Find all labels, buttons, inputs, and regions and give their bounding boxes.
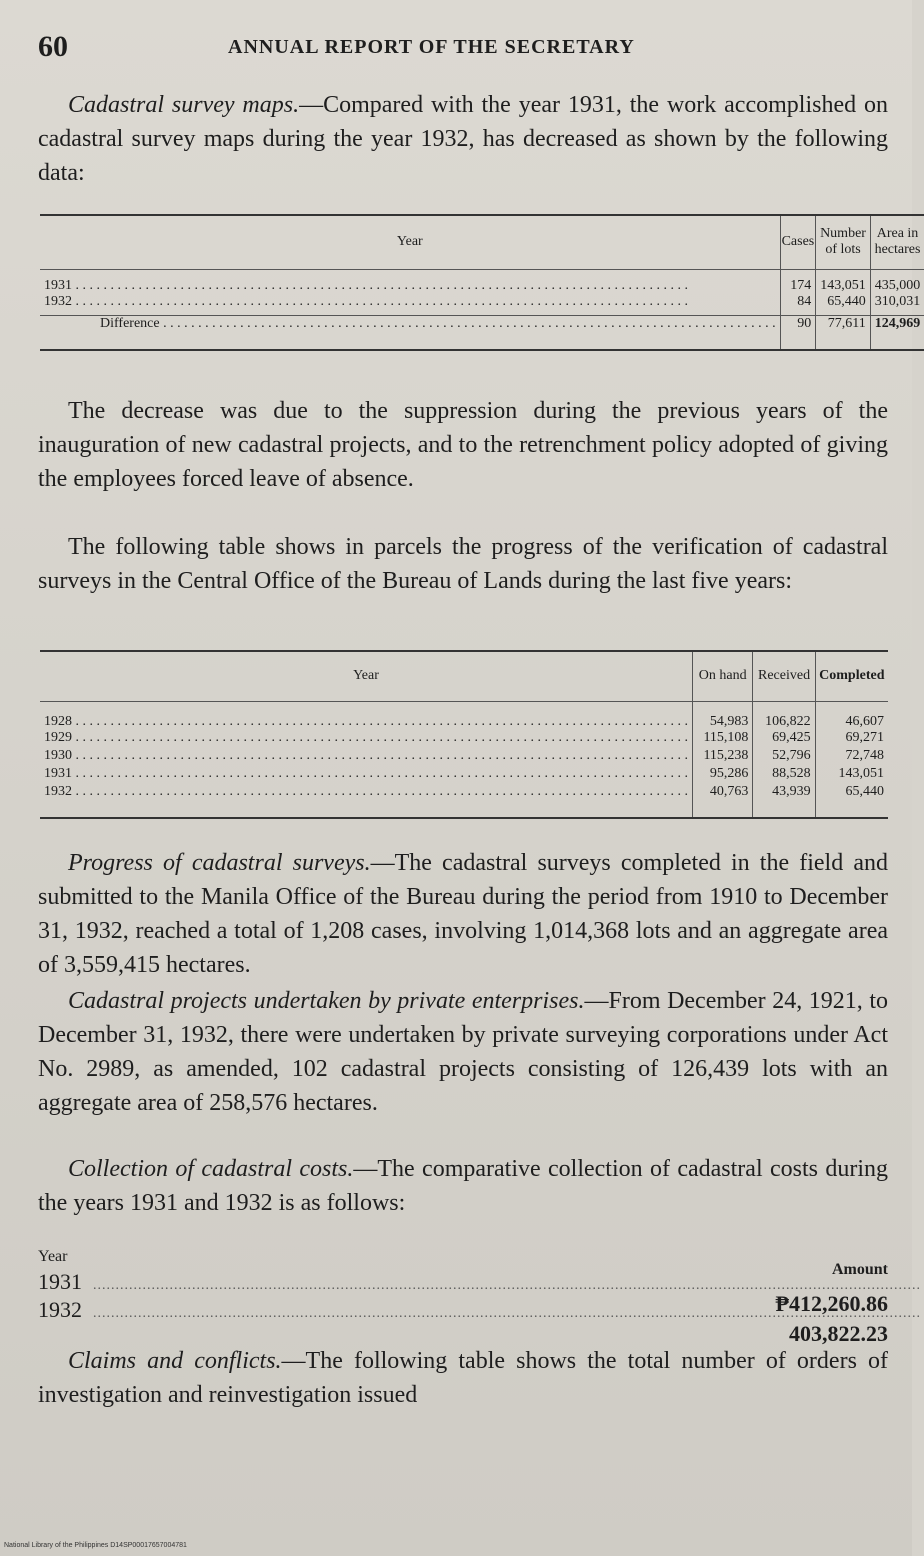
cell-lots: 143,051	[816, 269, 871, 294]
cell-lots: 65,440	[816, 294, 871, 316]
table-row	[40, 269, 924, 294]
table-row-difference	[40, 316, 924, 350]
paragraph-claims	[38, 1344, 888, 1412]
row-year: 1931 . . .	[44, 278, 776, 294]
cell-on-hand: 115,238	[693, 748, 753, 766]
cost-year-label: Year	[38, 1248, 68, 1265]
paragraph-lead: Cadastral projects undertaken by private enterprises.	[68, 988, 585, 1014]
cell-area: 435,000	[870, 269, 924, 294]
cell-received: 106,822	[753, 701, 815, 730]
paragraph-lead: Progress of cadastral surveys.	[68, 850, 371, 876]
cell-received: 88,528	[753, 766, 815, 784]
paragraph-text: —From December 24, 1921, to December 31, 1932, there were undertaken by private surveying corporations under Act No. 2989, as amended, 102 cadastral projects consisting of 126,439 lots with an aggregate area of 258,576 hectares.	[38, 988, 889, 1116]
table-survey-maps	[40, 214, 924, 351]
row-year: 1931 . . .	[44, 766, 688, 782]
paragraph-text: —The following table shows the total number of orders of investigation and reinvestigation issued	[38, 1348, 888, 1408]
cost-year: 1931	[38, 1269, 82, 1294]
cell-cases: 90	[780, 316, 816, 350]
cell-on-hand: 95,286	[693, 766, 753, 784]
paragraph-private-enterprises	[38, 984, 888, 1120]
paragraph-progress	[38, 846, 888, 982]
cost-year: 1932	[38, 1297, 82, 1322]
column-header-cases: Cases	[780, 215, 816, 269]
column-header-completed: Completed	[815, 651, 888, 701]
row-year: 1930 . . .	[44, 748, 688, 764]
paragraph-decrease	[38, 394, 888, 496]
table-row	[40, 748, 888, 766]
paragraph-text: —Compared with the year 1931, the work accomplished on cadastral survey maps during the year 1932, has decreased as shown by the following data:	[38, 92, 888, 186]
column-header-on-hand: On hand	[693, 651, 753, 701]
table-row	[40, 294, 924, 316]
cell-received: 69,425	[753, 730, 815, 748]
library-footer-note: National Library of the Philippines D14SP00017657004781	[4, 1542, 187, 1549]
table-row	[40, 701, 888, 730]
paragraph-text: The decrease was due to the suppression during the previous years of the inauguration of new cadastral projects, and to the retrenchment policy adopted of giving the employees forced leave of absence.	[38, 398, 888, 492]
cell-cases: 174	[780, 269, 816, 294]
row-year: 1929 . . .	[44, 730, 688, 746]
paragraph-text: The following table shows in parcels the progress of the verification of cadastral surveys in the Central Office of the Bureau of Lands during the last five years:	[38, 534, 888, 594]
cell-on-hand: 54,983	[693, 701, 753, 730]
column-header-year: Year	[40, 215, 780, 269]
column-header-year: Year	[40, 651, 693, 701]
cell-received: 43,939	[753, 784, 815, 818]
paragraph-lead: Collection of cadastral costs.	[68, 1156, 354, 1182]
table-row	[40, 784, 888, 818]
cost-list	[38, 1246, 888, 1352]
cell-area: 310,031	[870, 294, 924, 316]
paragraph-lead: Cadastral survey maps.	[68, 92, 300, 118]
paragraph-lead: Claims and conflicts.	[68, 1348, 282, 1374]
cell-completed: 69,271	[815, 730, 888, 748]
paragraph-cadastral-survey-maps	[38, 88, 888, 190]
row-year: 1932 . . .	[44, 294, 776, 310]
cost-amount: ₱412,260.86	[775, 1291, 888, 1316]
table-row	[40, 730, 888, 748]
cell-area: 124,969	[870, 316, 924, 350]
cell-completed: 72,748	[815, 748, 888, 766]
row-year: 1928 . . .	[44, 714, 688, 730]
paragraph-text: —The cadastral surveys completed in the field and submitted to the Manila Office of the Bureau during the period from 1910 to December 31, 1932, reached a total of 1,208 cases, involving 1,014,368 lots and an aggregate area of 3,559,415 hectares.	[38, 850, 888, 978]
cell-completed: 46,607	[815, 701, 888, 730]
cell-lots: 77,611	[816, 316, 871, 350]
cell-completed: 65,440	[815, 784, 888, 818]
paragraph-text: —The comparative collection of cadastral costs during the years 1931 and 1932 is as follows:	[38, 1156, 888, 1216]
paragraph-collection	[38, 1152, 888, 1220]
row-year: 1932 . . .	[44, 784, 688, 800]
cell-on-hand: 115,108	[693, 730, 753, 748]
cell-cases: 84	[780, 294, 816, 316]
cell-received: 52,796	[753, 748, 815, 766]
row-label-difference: Difference . . .	[100, 316, 776, 332]
table-verification	[40, 650, 888, 819]
cell-on-hand: 40,763	[693, 784, 753, 818]
running-head: ANNUAL REPORT OF THE SECRETARY	[228, 36, 635, 58]
cost-amount: 403,822.23	[789, 1321, 888, 1346]
column-header-area: Area in hectares	[870, 215, 924, 269]
page-number: 60	[38, 30, 68, 63]
column-header-received: Received	[753, 651, 815, 701]
cell-completed: 143,051	[815, 766, 888, 784]
table-row	[40, 766, 888, 784]
page-header	[38, 30, 888, 70]
paragraph-verification-intro	[38, 530, 888, 598]
column-header-number-of-lots: Number of lots	[816, 215, 871, 269]
cost-amount-label: Amount	[831, 1261, 888, 1278]
